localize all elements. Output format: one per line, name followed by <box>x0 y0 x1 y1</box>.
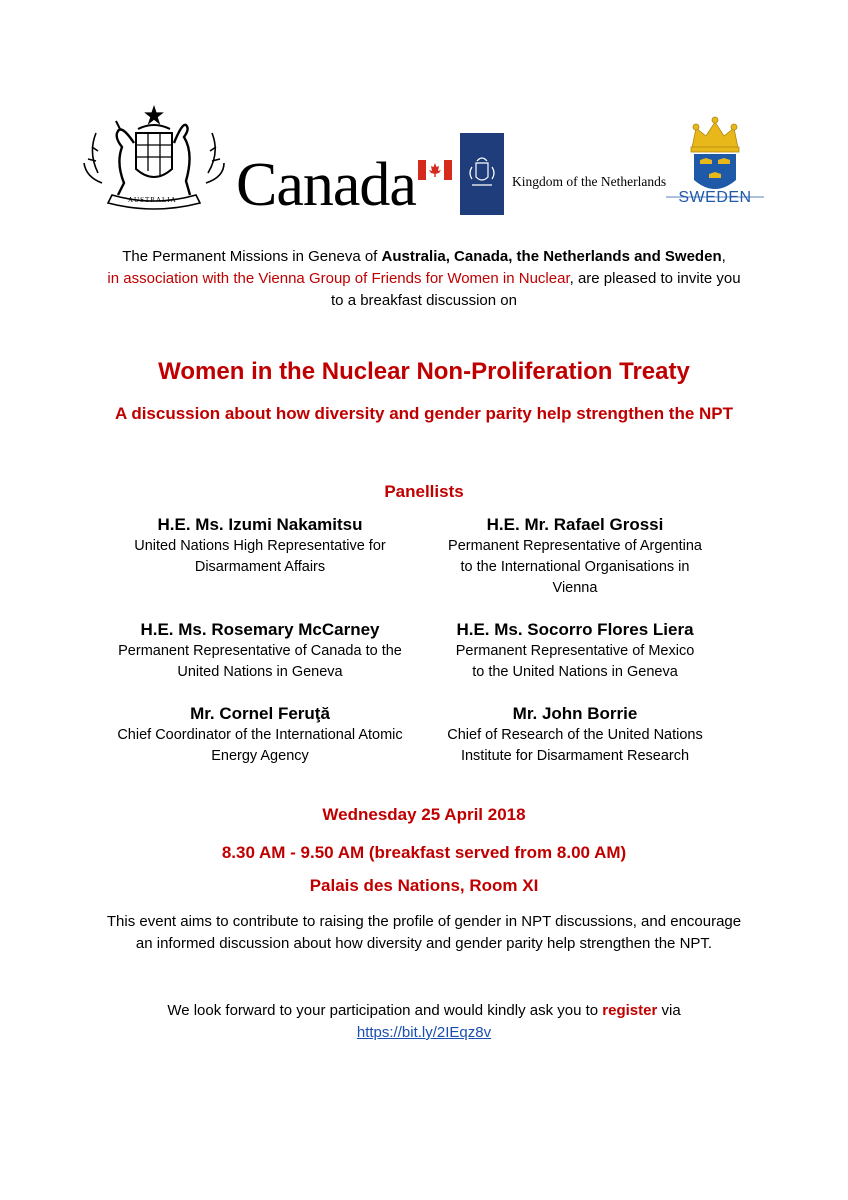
description-line-2: an informed discussion about how diversity and gender parity help strengthen the NPT. <box>135 935 713 952</box>
panellist-5 <box>90 703 430 767</box>
intro-invite: , are pleased to invite you <box>569 270 741 287</box>
panellist-3 <box>90 619 430 683</box>
panellist-name: H.E. Ms. Rosemary McCarney <box>140 620 380 639</box>
panellist-role-line: United Nations High Representative for <box>134 538 386 554</box>
intro-countries: Australia, Canada, the Netherlands and Sweden <box>381 248 722 265</box>
intro-line-3: to a breakfast discussion on <box>331 292 517 309</box>
panellist-name: H.E. Ms. Izumi Nakamitsu <box>157 515 363 534</box>
netherlands-crest-icon <box>460 133 504 215</box>
intro-comma: , <box>721 248 726 265</box>
event-date: Wednesday 25 April 2018 <box>322 805 526 824</box>
panellist-1 <box>90 514 430 578</box>
closing-line <box>0 1000 848 1022</box>
panellist-role-line: Permanent Representative of Mexico <box>455 643 695 659</box>
panellist-role-line: Disarmament Affairs <box>194 559 326 575</box>
register-word: register <box>602 1002 658 1019</box>
panellist-role-line: Institute for Disarmament Research <box>460 748 690 764</box>
panellist-role-line: to the International Organisations in <box>460 559 690 575</box>
netherlands-emblem-logo <box>460 133 504 215</box>
description-line-1: This event aims to contribute to raising the profile of gender in NPT discussions, and encourage <box>106 913 742 930</box>
intro-line-2 <box>0 268 848 290</box>
canada-wordmark-text: Canada <box>236 151 416 219</box>
panellist-role-line: Permanent Representative of Argentina <box>448 538 702 554</box>
intro-association: in association with the Vienna Group of Friends for Women in Nuclear <box>107 270 570 287</box>
netherlands-label: Kingdom of the Netherlands <box>512 174 667 189</box>
australia-scroll-label: AUSTRALIA <box>128 196 177 204</box>
panellist-role-line: Energy Agency <box>211 748 309 764</box>
event-venue: Palais des Nations, Room XI <box>309 876 539 895</box>
panellist-role-line: United Nations in Geneva <box>177 664 343 680</box>
panellist-role-line: Vienna <box>552 580 598 596</box>
panellist-name: Mr. Cornel Feruţă <box>190 704 330 723</box>
panellist-2 <box>420 514 730 599</box>
panellist-6 <box>420 703 730 767</box>
panellist-4 <box>420 619 730 683</box>
canada-wordmark-logo <box>236 151 456 220</box>
panellist-name: H.E. Mr. Rafael Grossi <box>486 515 664 534</box>
registration-link[interactable]: https://bit.ly/2IEqz8v <box>356 1024 492 1041</box>
panellist-role-line: Chief Coordinator of the International Atomic <box>117 727 403 743</box>
closing-prefix: We look forward to your participation and would kindly ask you to <box>167 1002 603 1019</box>
closing-suffix: via <box>657 1002 681 1019</box>
event-title: Women in the Nuclear Non-Proliferation Treaty <box>158 358 690 385</box>
intro-line-1 <box>0 246 848 268</box>
event-subtitle: A discussion about how diversity and gender parity help strengthen the NPT <box>114 404 734 423</box>
intro-prefix: The Permanent Missions in Geneva of <box>122 248 382 265</box>
panellist-role-line: Permanent Representative of Canada to the <box>118 643 402 659</box>
panellist-name: Mr. John Borrie <box>512 704 638 723</box>
registration-link-row <box>0 1022 848 1044</box>
canada-flag-icon <box>418 160 452 180</box>
panellists-heading: Panellists <box>384 482 464 501</box>
event-time: 8.30 AM - 9.50 AM (breakfast served from 8.00 AM) <box>221 843 627 862</box>
panellist-name: H.E. Ms. Socorro Flores Liera <box>456 620 694 639</box>
panellist-role-line: to the United Nations in Geneva <box>472 664 678 680</box>
sweden-label: SWEDEN <box>678 189 752 206</box>
panellist-role-line: Chief of Research of the United Nations <box>447 727 703 743</box>
